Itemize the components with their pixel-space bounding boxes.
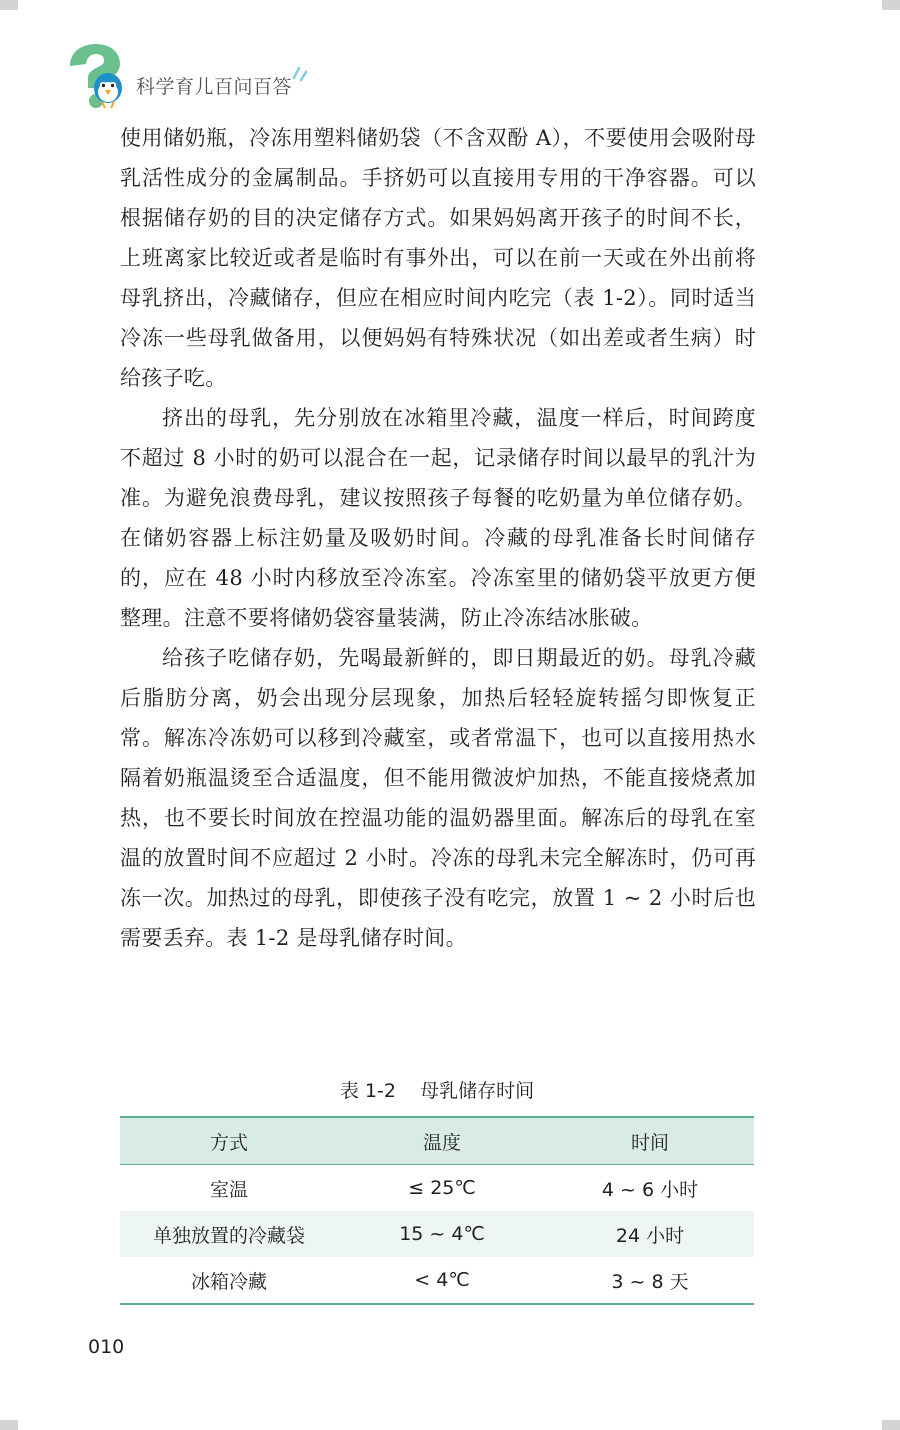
sparkle-icon [290,64,310,84]
column-header-temperature: 温度 [338,1117,546,1165]
table-row [120,1211,754,1257]
table-cell: 4 ~ 6 小时 [601,1178,699,1201]
body-text [120,118,756,958]
crop-mark-top-left [0,0,18,10]
paragraph: 使用储奶瓶，冷冻用塑料储奶袋（不含双酚 A），不要使用会吸附母乳活性成分的金属制品。手挤奶可以直接用专用的干净容器。可以根据储存奶的目的决定储存方式。如果妈妈离开孩子的时间不长，上班离家比较近或者是临时有事外出，可以在前一天或在外出前将母乳挤出，冷藏储存，但应在相应时间内吃完（表 1-2）。同时适当冷冻一些母乳做备用，以便妈妈有特殊状况（如出差或者生病）时给孩子吃。 [120,126,756,390]
table-caption: 表 1-2 母乳储存时间 [339,1080,535,1102]
table-cell: 室温 [209,1178,248,1201]
series-title: 科学育儿百问百答 [136,76,293,98]
crop-mark-bottom-right [882,1420,900,1430]
storage-time-table [120,1116,754,1305]
table-cell: < 4℃ [338,1257,546,1304]
table-cell: 3 ~ 8 天 [546,1257,754,1304]
table-row [120,1257,754,1304]
running-header [62,40,362,112]
crop-mark-top-right [882,0,900,10]
column-header-time: 时间 [546,1117,754,1165]
table-cell: 单独放置的冷藏袋 [152,1224,305,1247]
table-row [120,1165,754,1212]
table-cell: 15 ~ 4℃ [399,1223,485,1245]
paragraph: 挤出的母乳，先分别放在冰箱里冷藏，温度一样后，时间跨度不超过 8 小时的奶可以混合在一起，记录储存时间以最早的乳汁为准。为避免浪费母乳，建议按照孩子每餐的吃奶量为单位储存奶。在储奶容器上标注奶量及吸奶时间。冷藏的母乳准备长时间储存的，应在 48 小时内移放至冷冻室。冷冻室里的储奶袋平放更方便整理。注意不要将储奶袋容量装满，防止冷冻结冰胀破。 [120,406,756,630]
question-mark-bird-logo-icon [62,40,134,112]
page-number: 010 [88,1336,125,1358]
paragraph: 给孩子吃储存奶，先喝最新鲜的，即日期最近的奶。母乳冷藏后脂肪分离，奶会出现分层现象，加热后轻轻旋转摇匀即恢复正常。解冻冷冻奶可以移到冷藏室，或者常温下，也可以直接用热水隔着奶瓶温烫至合适温度，但不能用微波炉加热，不能直接烧煮加热，也不要长时间放在控温功能的温奶器里面。解冻后的母乳在室温的放置时间不应超过 2 小时。冷冻的母乳未完全解冻时，仍可再冻一次。加热过的母乳，即使孩子没有吃完，放置 1 ~ 2 小时后也需要丢弃。表 1-2 是母乳储存时间。 [120,646,756,950]
crop-mark-bottom-left [0,1420,18,1430]
table-header-row [120,1117,754,1165]
table-cell: 冰箱冷藏 [120,1257,338,1304]
column-header-method: 方式 [120,1117,338,1165]
table-cell: 24 小时 [615,1224,685,1247]
table-cell: ≤ 25℃ [408,1177,476,1199]
